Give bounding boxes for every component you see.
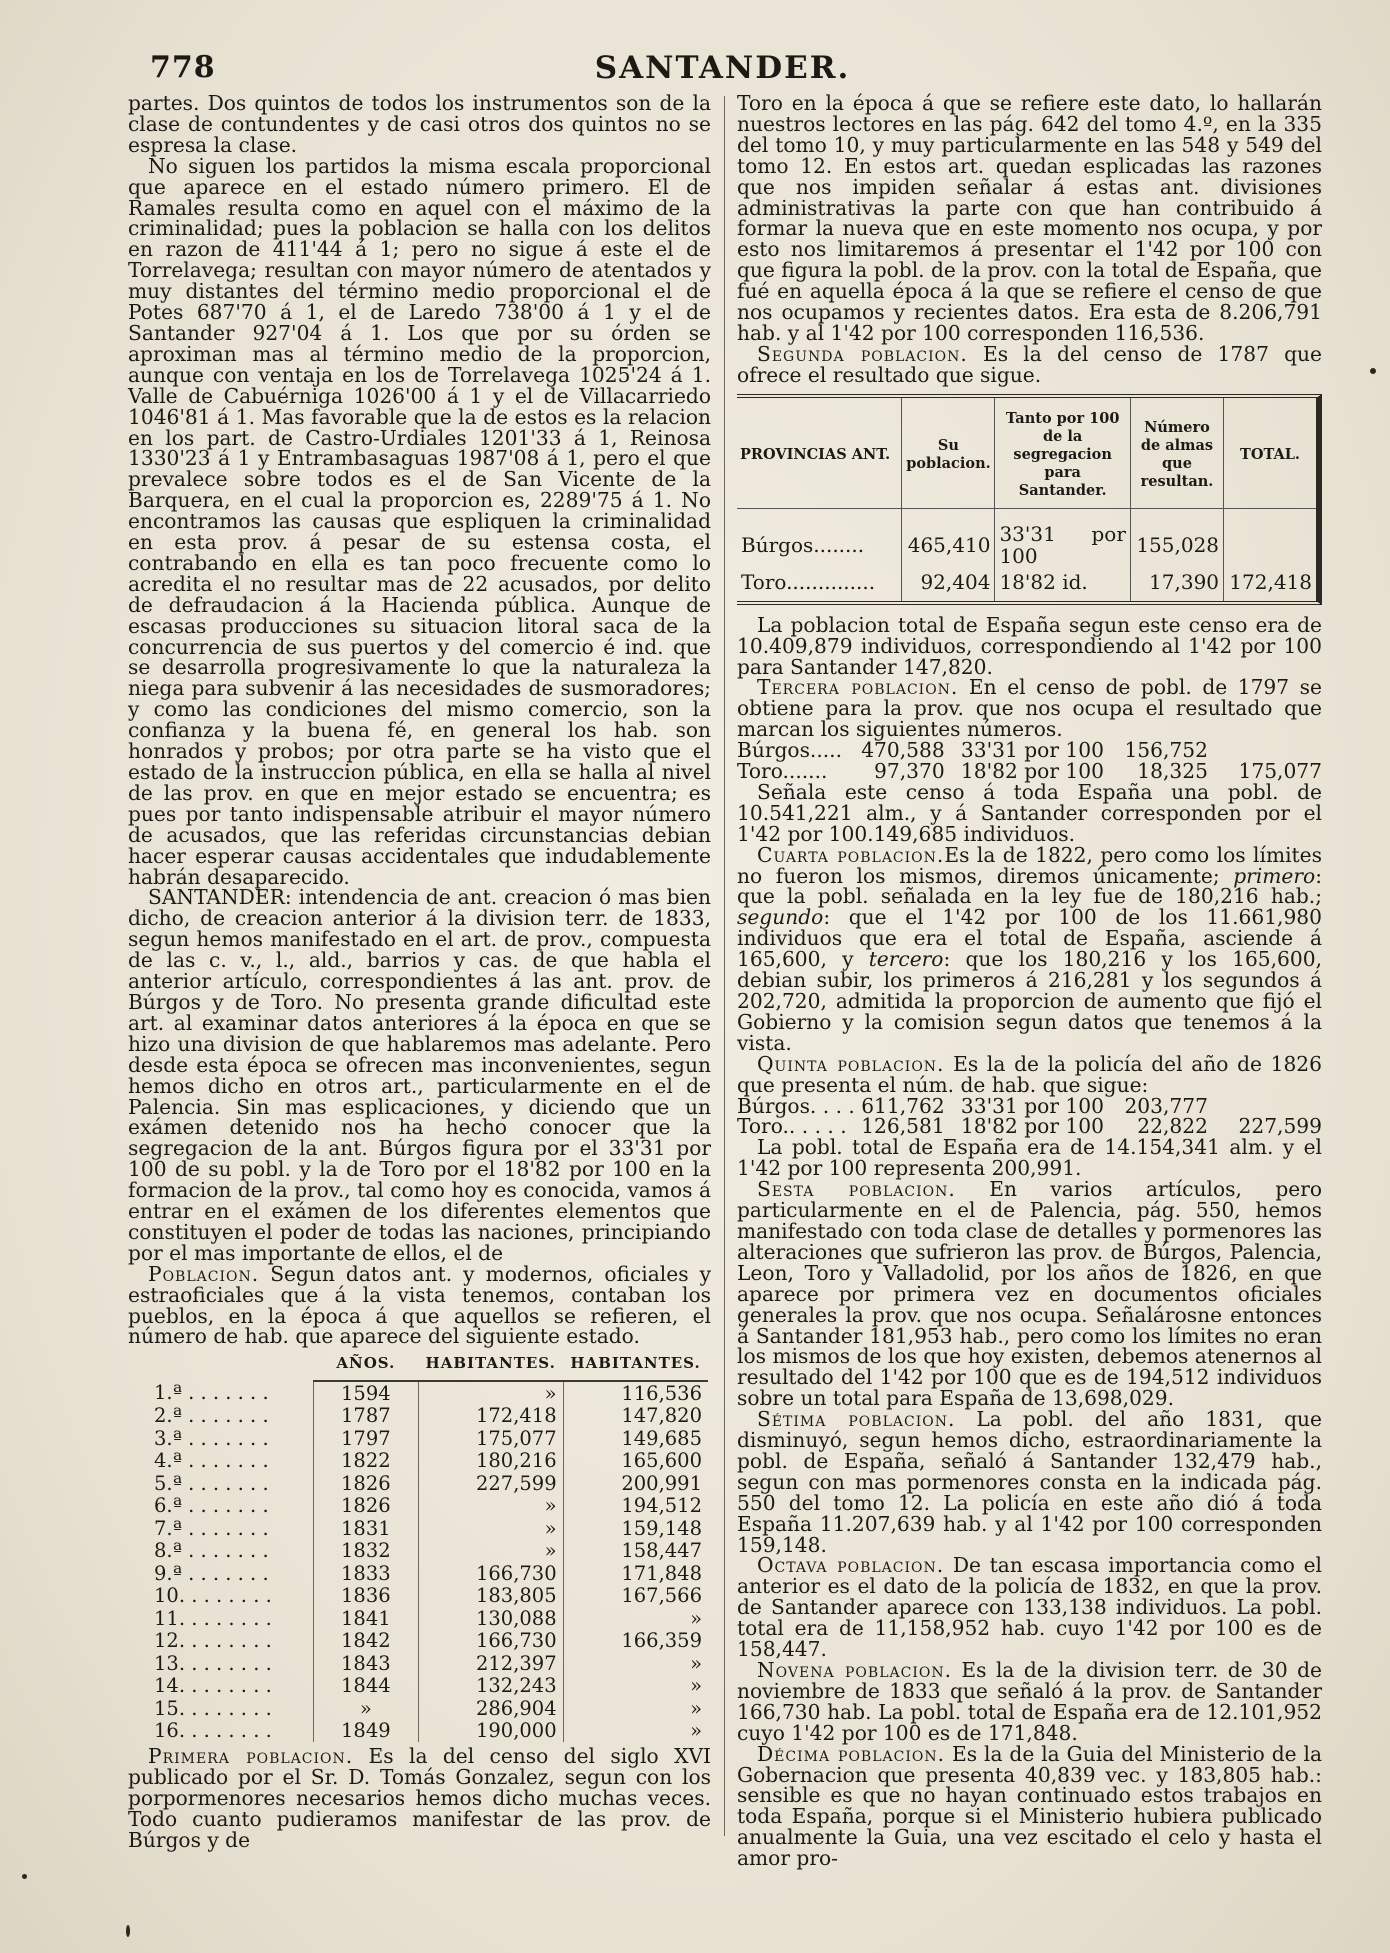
- row-ordinal: 15. . . . . . . .: [154, 1696, 272, 1720]
- paragraph: partes. Dos quintos de todos los instrumentos son de la clase de contundentes y de casi otros dos quintos no se espresa la clase.: [128, 91, 711, 157]
- row-ordinal: 14. . . . . . . .: [154, 1674, 272, 1698]
- paragraph: Segunda poblacion. Es la del censo de 1787 que ofrece el resultado que sigue.: [737, 341, 1322, 387]
- section-lead: Primera poblacion.: [148, 1744, 354, 1769]
- column-header: Número de almas que resultan.: [1130, 398, 1223, 509]
- ink-spot: [1370, 368, 1376, 374]
- row-ordinal: 2.ª . . . . . . .: [154, 1404, 269, 1428]
- table-row: 12. . . . . . . . 1842 166,730 166,359: [148, 1630, 708, 1653]
- paragraph: La pobl. total de España era de 14.154,341 alm. y el 1'42 por 100 representa 200,991.: [737, 1135, 1322, 1181]
- left-column: [128, 93, 711, 1851]
- column-header: Su poblacion.: [902, 398, 995, 509]
- section-lead: Poblacion.: [148, 1261, 260, 1286]
- paragraph: SANTANDER: intendencia de ant. creacion ó mas bien dicho, de creacion anterior á la division terr. de 1833, segun hemos manifestado en el art. de prov., compuesta de las c. v., l., ald., barrios y cas. de que habla el anterior artículo, correspondientes á las ant. prov. de Búrgos y de Toro. No presenta grande dificultad este art. al examinar datos anteriores á la época en que se hizo una division de que hablaremos mas adelante. Pero desde esta época se ofrecen mas inconvenientes, segun hemos dicho en otros art., particularmente en el de Palencia. Sin mas esplicaciones, y diciendo que un exámen detenido nos ha hecho conocer que la segregacion de la ant. Búrgos figura por el 33'31 por 100 de su pobl. y la de Toro por el 18'82 por 100 en la formacion de la prov., tal como hoy es conocida, vamos á entrar en el exámen de los diferentes elementos que constituyen el poder de todas las naciones, principiando por el mas importante de ellos, el de: [128, 885, 711, 1265]
- column-header: HABITANTES.: [418, 1351, 563, 1381]
- table-row: 1.ª . . . . . . . 1594 » 116,536: [148, 1381, 708, 1405]
- row-ordinal: 12. . . . . . . .: [154, 1629, 272, 1653]
- row-ordinal: 3.ª . . . . . . .: [154, 1426, 269, 1450]
- table-row: 3.ª . . . . . . . 1797 175,077 149,685: [148, 1427, 708, 1450]
- column-header: HABITANTES.: [563, 1351, 708, 1381]
- row-ordinal: 8.ª . . . . . . .: [154, 1539, 269, 1563]
- column-rule: [724, 96, 725, 1836]
- section-lead: Sesta poblacion.: [757, 1177, 956, 1202]
- table-row: Toro.............. 92,404 18'82 id. 17,390 172,418: [737, 569, 1316, 601]
- section-lead: Sétima poblacion.: [757, 1407, 956, 1432]
- paragraph: Poblacion. Segun datos ant. y modernos, oficiales y estraoficiales que á la vista tenemos, contaban los pueblos, en la época á que aquellos se refieren, el número de hab. que aparece del siguiente estado.: [128, 1261, 711, 1349]
- census-1787-table: [737, 398, 1316, 601]
- table-row: 11. . . . . . . . 1841 130,088 »: [148, 1607, 708, 1630]
- police-1826-rows: [737, 1093, 1322, 1139]
- section-lead: Segunda poblacion.: [757, 341, 968, 366]
- paragraph: Cuarta poblacion.Es la de 1822, pero como los límites no fueron los mismos, diremos únicamente; primero: que la pobl. señalada en la ley fue de 180,216 hab.; segundo: que el 1'42 por 100 de los 11.661,980 individuos que era el total de España, asciende á 165,600, y tercero: que los 180,216 y los 165,600, debian subir, los primeros á 216,281 y los segundos á 202,720, admitida la proporcion de aumento que fijó el Gobierno y la comision segun datos que tenemos á la vista.: [737, 842, 1322, 1055]
- paragraph: Quinta poblacion. Es la de la policía del año de 1826 que presenta el núm. de hab. que sigue:: [737, 1051, 1322, 1097]
- table-row: 2.ª . . . . . . . 1787 172,418 147,820: [148, 1405, 708, 1428]
- table-row: 7.ª . . . . . . . 1831 » 159,148: [148, 1517, 708, 1540]
- paragraph: Tercera poblacion. En el censo de pobl. de 1797 se obtiene para la prov. que nos ocupa el resultado que marcan los siguientes números.: [737, 675, 1322, 742]
- running-title: SANTANDER.: [594, 50, 851, 86]
- table-row: Búrgos........ 465,410 33'31 por 100 155,028: [737, 508, 1316, 569]
- paragraph: La poblacion total de España segun este censo era de 10.409,879 individuos, correspondiendo al 1'42 por 100 para Santander 147,820.: [737, 612, 1322, 679]
- paragraph: Octava poblacion. De tan escasa importancia como el anterior es el dato de la policía de 1832, en que la prov. de Santander aparece con 133,138 individuos. La pobl. total era de 11,158,952 hab. cuyo 1'42 por 100 es de 158,447.: [737, 1553, 1323, 1662]
- page-number: 778: [150, 50, 216, 85]
- paragraph: Sesta poblacion. En varios artículos, pero particularmente en el de Palencia, pág. 550, hemos manifestado con toda clase de detalles y pormenores las alteraciones que sufrieron las prov. de Búrgos, Palencia, Leon, Toro y Valladolid, por los años de 1826, en que aparece por primera vez en documentos oficiales generales la prov. que nos ocupa. Señalárosne entonces á Santander 181,953 hab., pero como los límites no eran los mismos de los que hoy existen, debemos atenernos al resultado del 1'42 por 100 que es de 194,512 individuos sobre un total para España de 13,698,029.: [737, 1177, 1322, 1411]
- table-row: 8.ª . . . . . . . 1832 » 158,447: [148, 1540, 708, 1563]
- census-1787-frame: [737, 394, 1322, 605]
- table-row: 16. . . . . . . . 1849 190,000 »: [148, 1720, 708, 1743]
- section-lead: Octava poblacion.: [757, 1553, 945, 1578]
- section-lead: Tercera poblacion.: [757, 675, 959, 700]
- population-years-table: [148, 1351, 708, 1742]
- paragraph: No siguen los partidos la misma escala proporcional que aparece en el estado número primero. El de Ramales resulta como en aquel con el máximo de la criminalidad; pues la poblacion se halla con los delitos en razon de 411'44 á 1; pero no sigue á este el de Torrelavega; resultan con mayor número de atentados y muy distantes del término medio proporcional el de Potes 687'70 á 1, el de Laredo 738'00 á 1 y el de Santander 927'04 á 1. Los que por su órden se aproximan mas al término medio de la proporcion, aunque con ventaja en los de Torrelavega 1025'24 á 1. Valle de Cabuérniga 1026'00 á 1 y el de Villacarriedo 1046'81 á 1. Mas favorable que la de estos es la relacion en los part. de Castro-Urdiales 1201'33 á 1, Reinosa 1330'23 á 1 y Entrambasaguas 1987'08 á 1, pero el que prevalece sobre todos es el de San Vicente de la Barquera, en el cual la proporcion es, 2289'75 á 1. No encontramos las causas que espliquen la criminalidad en esta prov. á pesar de su estensa costa, el contrabando en ella es tan poco frecuente como lo acredita el no resultar mas de 22 acusados, por delito de defraudacion á la Hacienda pública. Aunque de escasas producciones su situacion litoral saca de la concurrencia de sus puertos y del comercio é ind. que se desarrolla progresivamente lo que la naturaleza la niega para subvenir á las necesidades de susmoradores; y como las condiciones del mismo comercio, son la confianza y la buena fé, en general los hab. son honrados y probos; por otra parte se ha visto que el estado de la instruccion pública, en ella se halla al nivel de las prov. en que en mejor estado se encuentra; es pues por tanto indispensable atribuir el mayor número de acusados, que las referidas circunstancias debian hacer esperar causas accidentales que indudablemente habrán desaparecido.: [128, 153, 711, 889]
- row-ordinal: 16. . . . . . . .: [154, 1719, 272, 1743]
- table-row: 4.ª . . . . . . . 1822 180,216 165,600: [148, 1450, 708, 1473]
- section-lead: SANTANDER: [148, 885, 285, 910]
- ink-spot: [22, 1874, 27, 1879]
- row-ordinal: 11. . . . . . . .: [154, 1606, 272, 1630]
- table-row: 14. . . . . . . . 1844 132,243 »: [148, 1675, 708, 1698]
- table-row: Toro....... 97,370 18'82 por 100 18,325 175,077: [737, 759, 1322, 784]
- table-row: 6.ª . . . . . . . 1826 » 194,512: [148, 1495, 708, 1518]
- column-header: TOTAL.: [1224, 398, 1316, 509]
- column-header: AÑOS.: [313, 1351, 418, 1381]
- running-header: [130, 50, 1315, 90]
- table-row: 9.ª . . . . . . . 1833 166,730 171,848: [148, 1562, 708, 1585]
- table-row: 15. . . . . . . . » 286,904 »: [148, 1697, 708, 1720]
- paragraph: Toro en la época á que se refiere este dato, lo hallarán nuestros lectores en las pág. 642 del tomo 4.º, en la 335 del tomo 10, y muy particularmente en las 548 y 549 del tomo 12. En estos art. quedan esplicadas las razones que nos impiden señalar á estas ant. divisiones administrativas la parte con que han contribuido á formar la nueva que en este momento nos ocupa, y por esto nos limitaremos á presentar el 1'42 por 100 con que figura la pobl. de la prov. con la total de España, que fué en aquella época á la que se refiere el censo de que nos ocupamos y recientes datos. Era esta de 8.206,791 hab. y al 1'42 por 100 corresponden 116,536.: [737, 91, 1322, 345]
- table-row: Búrgos..... 470,588 33'31 por 100 156,752: [737, 738, 1208, 763]
- section-lead: Quinta poblacion.: [757, 1051, 945, 1076]
- census-1797-rows: [737, 740, 1322, 782]
- table-row: 5.ª . . . . . . . 1826 227,599 200,991: [148, 1472, 708, 1495]
- table-row: Búrgos. . . . 611,762 33'31 por 100 203,777: [737, 1093, 1208, 1118]
- table-row: Toro.. . . . . 126,581 18'82 por 100 22,822 227,599: [737, 1114, 1322, 1139]
- table-row: 13. . . . . . . . 1843 212,397 »: [148, 1652, 708, 1675]
- section-lead: Décima poblacion.: [757, 1741, 946, 1766]
- paragraph: Novena poblacion. Es la de la division terr. de 30 de noviembre de 1833 que señaló á la prov. de Santander 166,730 hab. La pobl. total de España era de 12.101,952 cuyo 1'42 por 100 es de 171,848.: [737, 1658, 1322, 1745]
- row-ordinal: 6.ª . . . . . . .: [154, 1494, 269, 1518]
- row-ordinal: 1.ª . . . . . . .: [154, 1381, 269, 1405]
- paragraph: Décima poblacion. Es la de la Guia del Ministerio de la Gobernacion que presenta 40,839 vec. y 183,805 hab.: sensible es que no hayan continuado estos trabajos en toda España, porque si el Ministerio hubiera publicado anualmente la Guia, una vez escitado el celo y hasta el amor pro-: [737, 1741, 1322, 1871]
- row-ordinal: 4.ª . . . . . . .: [154, 1449, 269, 1473]
- section-lead: Novena poblacion.: [757, 1658, 952, 1682]
- section-lead: Cuarta poblacion.: [757, 842, 945, 867]
- row-ordinal: 9.ª . . . . . . .: [154, 1561, 269, 1585]
- row-ordinal: 5.ª . . . . . . .: [154, 1471, 269, 1495]
- right-column: [737, 93, 1322, 1869]
- table-row: 10. . . . . . . . 1836 183,805 167,566: [148, 1585, 708, 1608]
- paragraph: Primera poblacion. Es la del censo del siglo XVI publicado por el Sr. D. Tomás Gonzalez, segun con los porpormenores necesarios hemos dicho muchas veces. Todo cuanto pudieramos manifestar de las prov. de Búrgos y de: [128, 1744, 711, 1852]
- row-ordinal: 13. . . . . . . .: [154, 1651, 272, 1675]
- row-ordinal: 10. . . . . . . .: [154, 1584, 272, 1608]
- ink-spot: [126, 1925, 130, 1937]
- row-ordinal: 7.ª . . . . . . .: [154, 1516, 269, 1540]
- column-header: PROVINCIAS ANT.: [737, 398, 902, 509]
- paragraph: Sétima poblacion. La pobl. del año 1831, que disminuyó, segun hemos dicho, estraordinariamente la pobl. de España, señaló á Santander 132,479 hab., segun con mas pormenores consta en la indicada pág. 550 del tomo 12. La policía en este año dió á toda España 11.207,639 hab. y al 1'42 por 100 corresponden 159,148.: [737, 1407, 1323, 1557]
- paragraph: Señala este censo á toda España una pobl. de 10.541,221 alm., y á Santander corresponden por el 1'42 por 100.149,685 individuos.: [737, 779, 1322, 846]
- column-header: Tanto por 100 de la segregacion para Santander.: [995, 398, 1130, 509]
